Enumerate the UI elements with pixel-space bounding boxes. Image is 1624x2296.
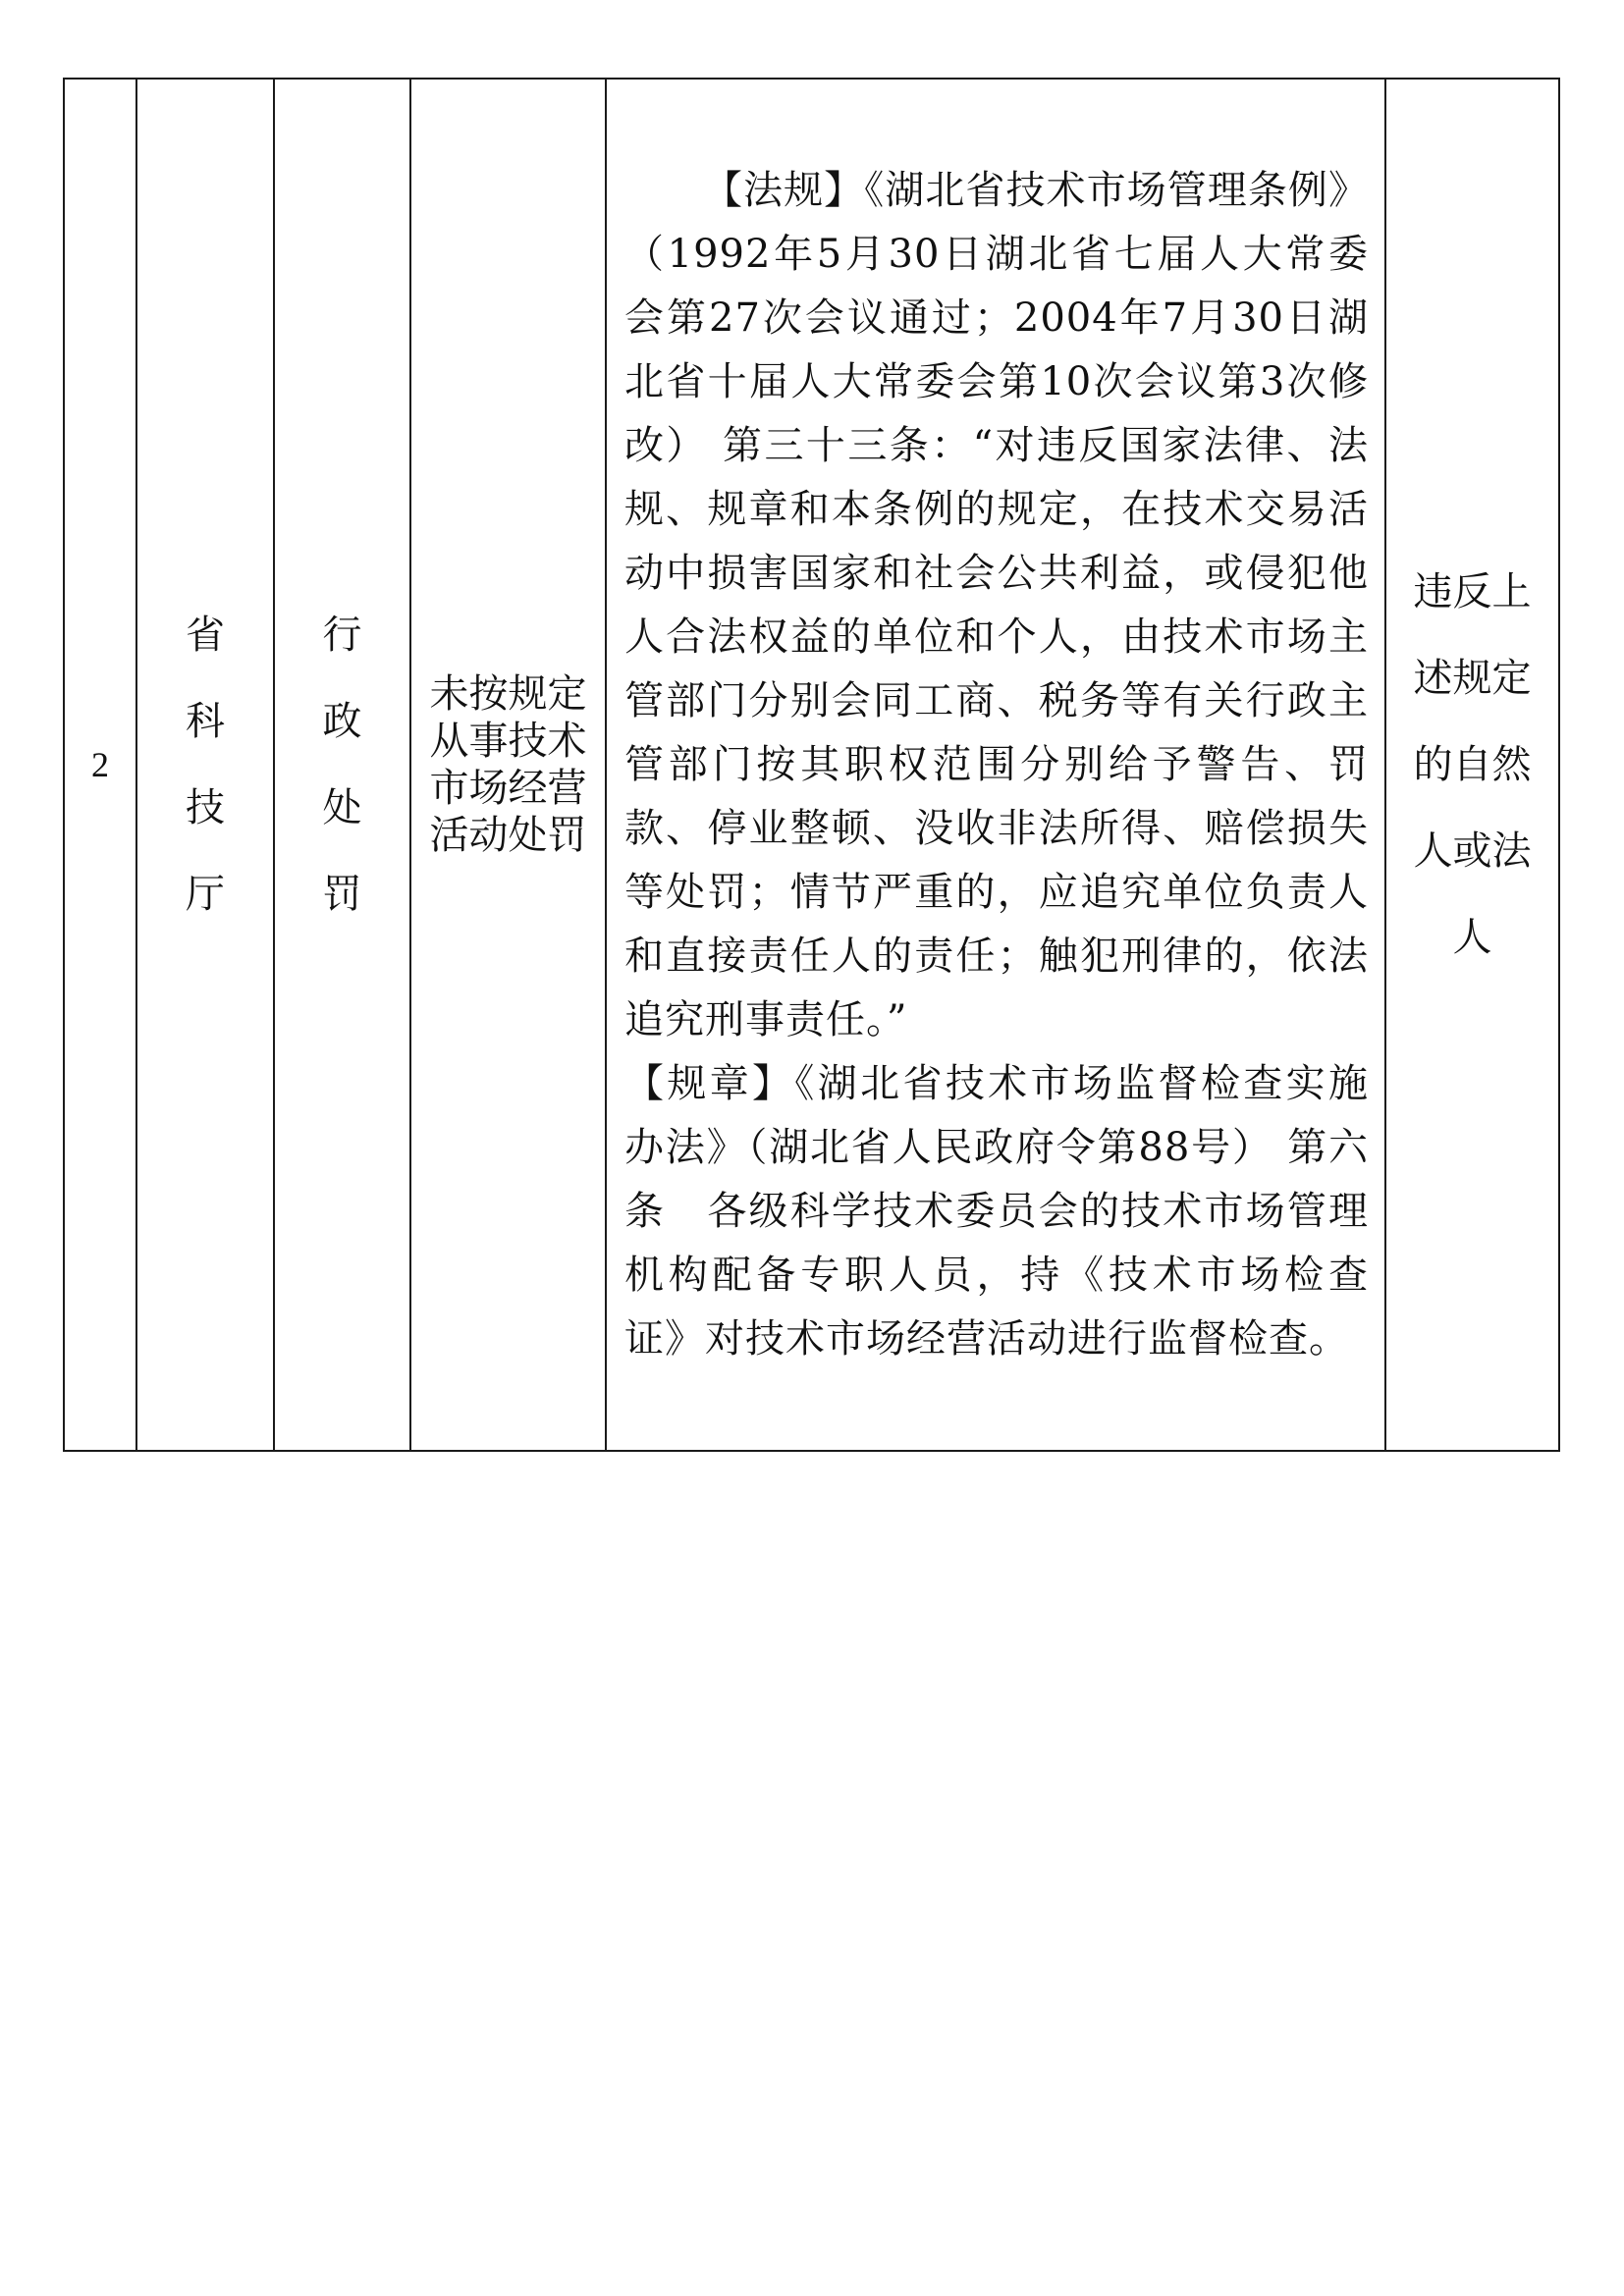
row-number: 2 (91, 745, 109, 784)
row-number-cell (64, 79, 136, 1451)
power-type-cell (274, 79, 410, 1451)
department-name: 省 科 技 厅 (186, 613, 225, 917)
target-cell (1385, 79, 1559, 1451)
legal-basis (607, 153, 1384, 1377)
enforcement-table (63, 78, 1560, 1452)
item-name: 未按规定从事技术市场经营活动处罚 (429, 671, 587, 858)
table-row (64, 79, 1559, 1451)
target-subject: 违反上述规定的自然人或法人 (1413, 569, 1532, 960)
department-cell (136, 79, 274, 1451)
power-type: 行 政 处 罚 (322, 613, 362, 917)
legal-basis-cell (606, 79, 1385, 1451)
item-name-cell (410, 79, 606, 1451)
regulation-clause: 【法规】《湖北省技术市场管理条例》（1992年5月30日湖北省七届人大常委会第27次会议通过；2004年7月30日湖北省十届人大常委会第10次会议第3次修改） 第三十三条：“对违反国家法律、法规、规章和本条例的规定，在技术交易活动中损害国家和社会公共利益，或侵犯他人合法权益的单位和个人，由技术市场主管部门分别会同工商、税务等有关行政主管部门按其职权范围分别给予警告、罚款、停业整顿、没收非法所得、赔偿损失等处罚；情节严重的，应追究单位负责人和直接责任人的责任；触犯刑律的，依法追究刑事责任。” (624, 167, 1369, 1042)
rule-clause: 【规章】《湖北省技术市场监督检查实施办法》（湖北省人民政府令第88号） 第六条 各级科学技术委员会的技术市场管理机构配备专职人员，持《技术市场检查证》对技术市场经营活动进行监督检查。 (624, 1060, 1369, 1362)
